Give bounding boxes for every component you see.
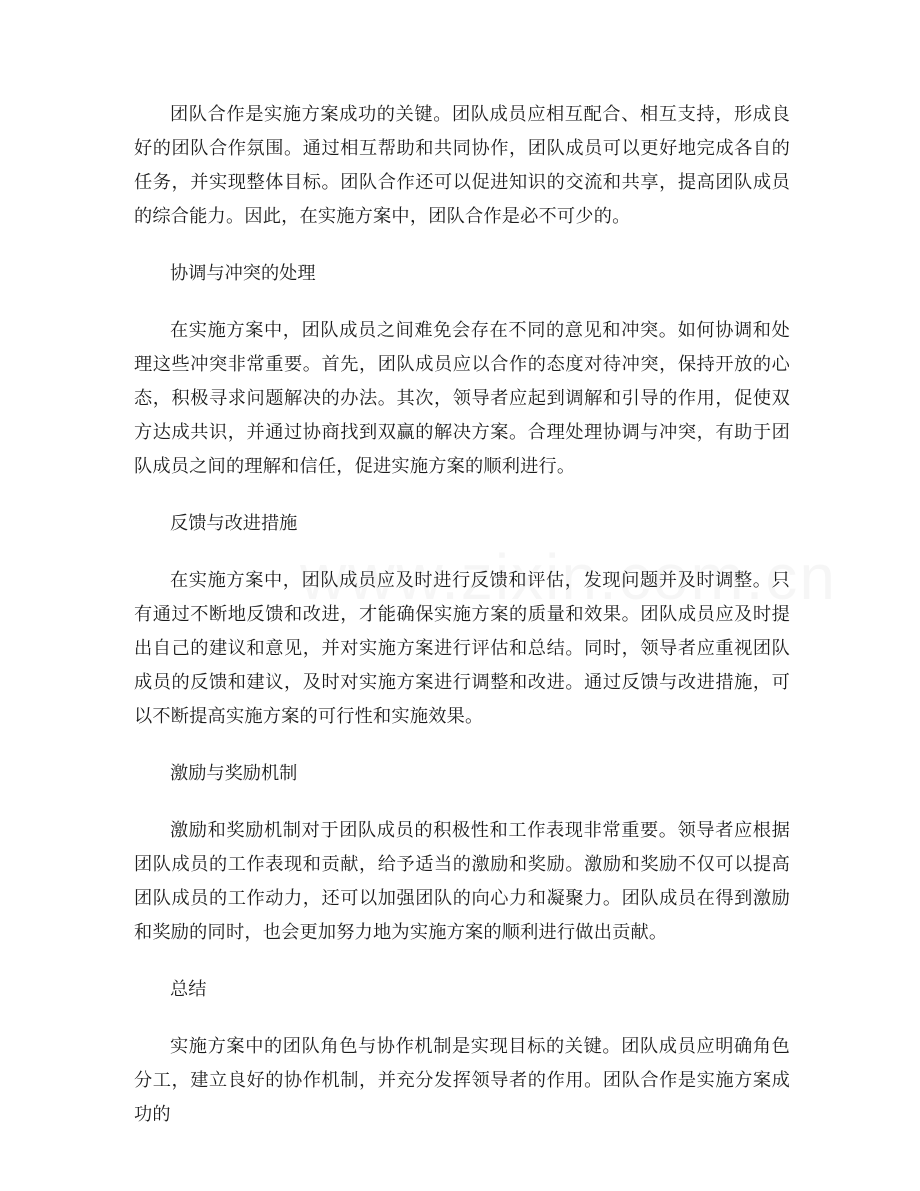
heading-coordination: 协调与冲突的处理 bbox=[170, 263, 316, 284]
heading-incentive: 激励与奖励机制 bbox=[170, 763, 298, 784]
paragraph-incentive: 激励和奖励机制对于团队成员的积极性和工作表现非常重要。领导者应根据团队成员的工作表现和贡献，给予适当的激励和奖励。激励和奖励不仅可以提高团队成员的工作动力，还可以加强团队的向心力和凝聚力。团队成员在得到激励和奖励的同时，也会更加努力地为实施方案的顺利进行做出贡献。 bbox=[134, 820, 790, 943]
document-body bbox=[134, 98, 790, 1155]
heading-feedback: 反馈与改进措施 bbox=[170, 513, 298, 534]
paragraph-feedback: 在实施方案中，团队成员应及时进行反馈和评估，发现问题并及时调整。只有通过不断地反馈和改进，才能确保实施方案的质量和效果。团队成员应及时提出自己的建议和意见，并对实施方案进行评估和总结。同时，领导者应重视团队成员的反馈和建议，及时对实施方案进行调整和改进。通过反馈与改进措施，可以不断提高实施方案的可行性和实施效果。 bbox=[134, 570, 790, 727]
paragraph-teamwork: 团队合作是实施方案成功的关键。团队成员应相互配合、相互支持，形成良好的团队合作氛围。通过相互帮助和共同协作，团队成员可以更好地完成各自的任务，并实现整体目标。团队合作还可以促进知识的交流和共享，提高团队成员的综合能力。因此，在实施方案中，团队合作是必不可少的。 bbox=[134, 104, 790, 227]
paragraph-summary: 实施方案中的团队角色与协作机制是实现目标的关键。团队成员应明确角色分工，建立良好的协作机制，并充分发挥领导者的作用。团队合作是实施方案成功的 bbox=[134, 1036, 790, 1125]
heading-summary: 总结 bbox=[170, 979, 207, 1000]
paragraph-coordination: 在实施方案中，团队成员之间难免会存在不同的意见和冲突。如何协调和处理这些冲突非常重要。首先，团队成员应以合作的态度对待冲突，保持开放的心态，积极寻求问题解决的办法。其次，领导者应起到调解和引导的作用，促使双方达成共识，并通过协商找到双赢的解决方案。合理处理协调与冲突，有助于团队成员之间的理解和信任，促进实施方案的顺利进行。 bbox=[134, 320, 790, 477]
